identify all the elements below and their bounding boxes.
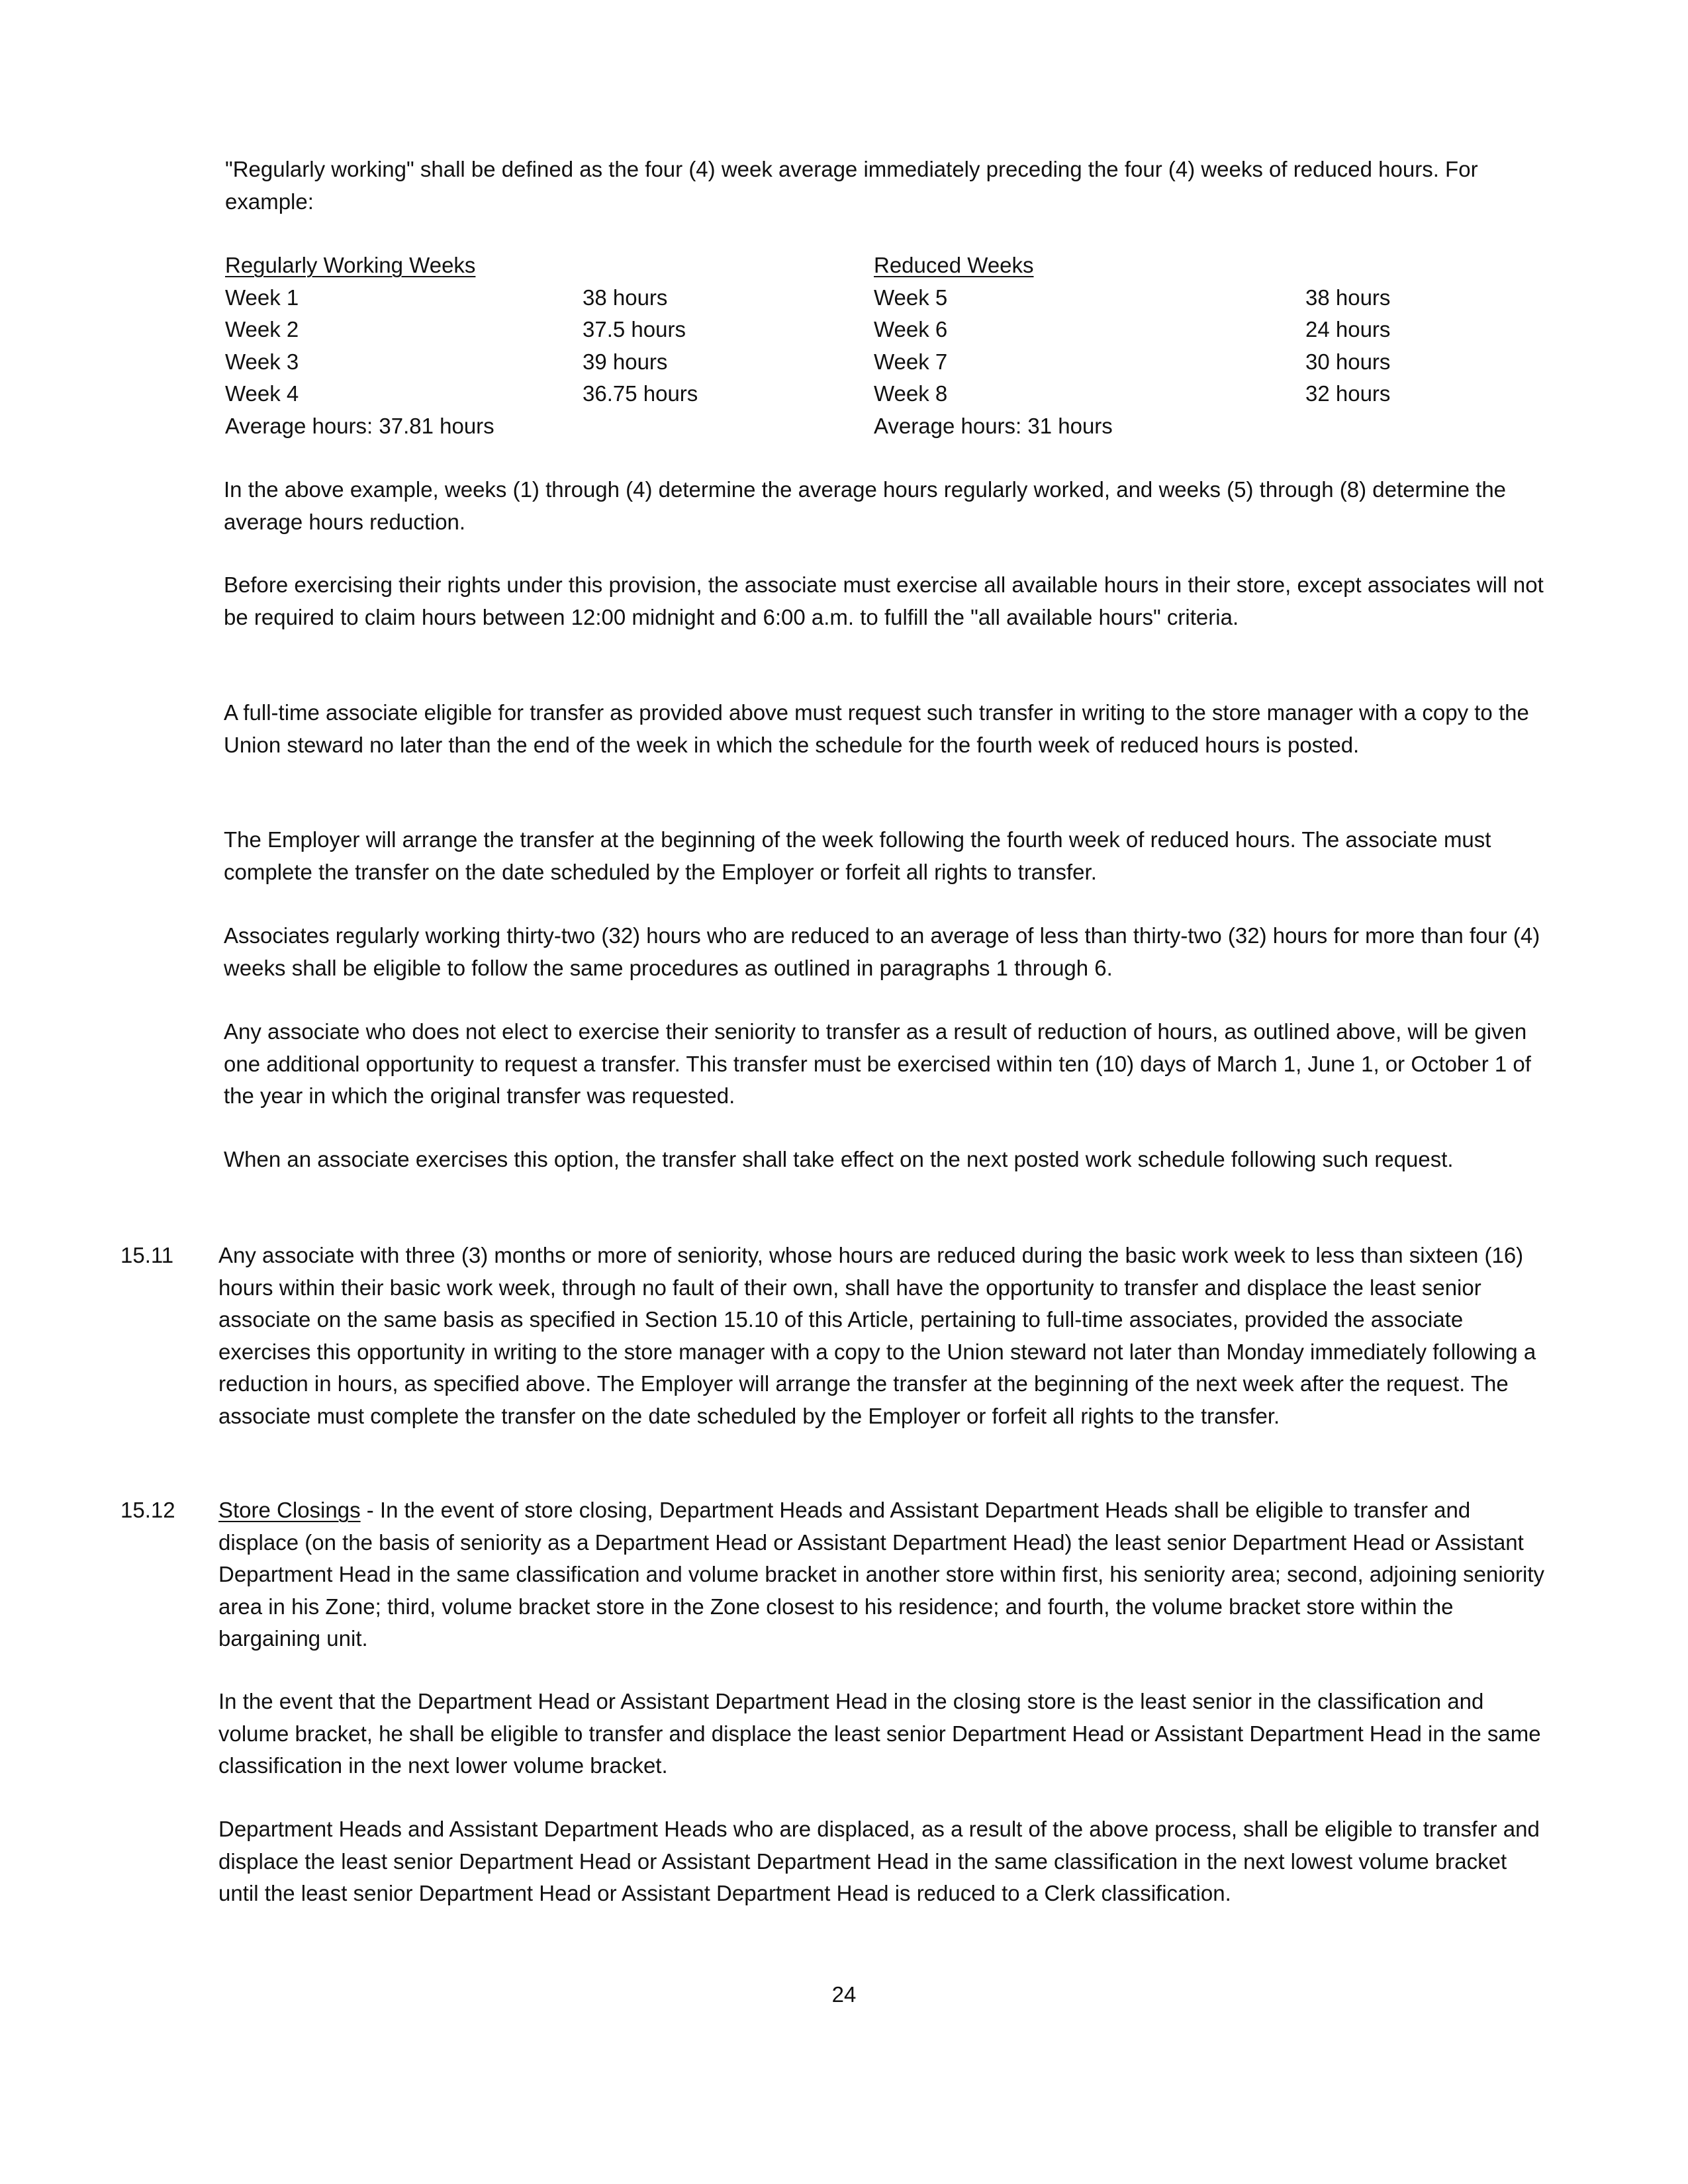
reduced-week-label: Week 5 bbox=[874, 285, 948, 310]
paragraph: Any associate who does not elect to exercise their seniority to transfer as a result of reduction of hours, as outlined above, will be given one additional opportunity to request a transfer. This transfer must be exercised within ten (10) days of March 1, June 1, or October 1 of the year in which the original transfer was requested. bbox=[224, 1019, 1531, 1108]
regular-week-hours: 38 hours bbox=[583, 285, 668, 310]
section-text bbox=[218, 1494, 1549, 1655]
regular-week-label: Week 1 bbox=[225, 285, 299, 310]
regular-week-label: Week 4 bbox=[225, 381, 299, 406]
section-number: 15.11 bbox=[120, 1243, 174, 1267]
regular-week-hours: 37.5 hours bbox=[583, 317, 686, 341]
reduced-week-label: Week 6 bbox=[874, 317, 948, 341]
paragraph: In the above example, weeks (1) through (4) determine the average hours regularly worked, and weeks (5) through (8) determine the average hours reduction. bbox=[224, 477, 1507, 534]
table-row bbox=[225, 378, 1470, 410]
regular-week-label: Week 3 bbox=[225, 349, 299, 374]
reduced-average-hours: Average hours: 31 hours bbox=[874, 413, 1113, 438]
hours-example-table bbox=[225, 250, 1470, 442]
reduced-weeks-heading: Reduced Weeks bbox=[874, 253, 1034, 277]
section-paragraph: In the event that the Department Head or Assistant Department Head in the closing store is the least senior in the classification and volume bracket, he shall be eligible to transfer and displace the least senior Department Head or Assistant Department Head in the same classification in the next lower volume bracket. bbox=[218, 1689, 1541, 1778]
reduced-week-hours: 32 hours bbox=[1305, 381, 1391, 406]
paragraph: A full-time associate eligible for transfer as provided above must request such transfer in writing to the store manager with a copy to the Union steward no later than the end of the week in which the schedule for the fourth week of reduced hours is posted. bbox=[224, 700, 1529, 757]
regular-week-hours: 39 hours bbox=[583, 349, 668, 374]
section-title: Store Closings bbox=[218, 1498, 361, 1522]
section-number: 15.12 bbox=[120, 1498, 175, 1522]
reduced-week-hours: 38 hours bbox=[1305, 285, 1391, 310]
section-text: Any associate with three (3) months or more of seniority, whose hours are reduced during the basic work week to less than sixteen (16) hours within their basic work week, through no fault of their own, shall have the opportunity to transfer and displace the least senior associate on the same basis as specified in Section 15.10 of this Article, pertaining to full-time associates, provided the associate exercises this opportunity in writing to the store manager with a copy to the Union steward not later than Monday immediately following a reduction in hours, as specified above. The Employer will arrange the transfer at the beginning of the next week after the request. The associate must complete the transfer on the date scheduled by the Employer or forfeit all rights to the transfer. bbox=[218, 1243, 1536, 1428]
paragraph: Associates regularly working thirty-two (32) hours who are reduced to an average of less than thirty-two (32) hours for more than four (4) weeks shall be eligible to follow the same procedures as outlined in paragraphs 1 through 6. bbox=[224, 923, 1540, 980]
regular-week-label: Week 2 bbox=[225, 317, 299, 341]
table-average-row bbox=[225, 410, 1470, 443]
reduced-week-label: Week 7 bbox=[874, 349, 948, 374]
section-paragraph: Department Heads and Assistant Department Heads who are displaced, as a result of the above process, shall be eligible to transfer and displace the least senior Department Head or Assistant Department Head in the same classification in the next lowest volume bracket until the least senior Department Head or Assistant Department Head is reduced to a Clerk classification. bbox=[218, 1817, 1540, 1905]
regular-weeks-heading: Regularly Working Weeks bbox=[225, 253, 476, 277]
table-row bbox=[225, 346, 1470, 379]
paragraph: Before exercising their rights under this provision, the associate must exercise all available hours in their store, except associates will not be required to claim hours between 12:00 midnight and 6:00 a.m. to fulfill the "all available hours" criteria. bbox=[224, 572, 1544, 629]
paragraph: The Employer will arrange the transfer at the beginning of the week following the fourth week of reduced hours. The associate must complete the transfer on the date scheduled by the Employer or forfeit all rights to transfer. bbox=[224, 827, 1491, 884]
regular-week-hours: 36.75 hours bbox=[583, 381, 698, 406]
paragraph: When an associate exercises this option, the transfer shall take effect on the next posted work schedule following such request. bbox=[224, 1147, 1454, 1171]
table-row bbox=[225, 314, 1470, 346]
page-number: 24 bbox=[831, 1982, 857, 2007]
regular-average-hours: Average hours: 37.81 hours bbox=[225, 413, 494, 438]
table-header-row bbox=[225, 250, 1470, 282]
reduced-week-label: Week 8 bbox=[874, 381, 948, 406]
intro-paragraph: "Regularly working" shall be defined as the four (4) week average immediately preceding the four (4) weeks of reduced hours. For example: bbox=[225, 157, 1478, 214]
table-row bbox=[225, 282, 1470, 314]
reduced-week-hours: 24 hours bbox=[1305, 317, 1391, 341]
section-body-text: - In the event of store closing, Department Heads and Assistant Department Heads shall be eligible to transfer and displace (on the basis of seniority as a Department Head or Assistant Department Head) the least senior Department Head or Assistant Department Head in the same classification and volume bracket in another store within first, his seniority area; second, adjoining seniority area in his Zone; third, volume bracket store in the Zone closest to his residence; and fourth, the volume bracket store within the bargaining unit. bbox=[218, 1498, 1545, 1651]
reduced-week-hours: 30 hours bbox=[1305, 349, 1391, 374]
